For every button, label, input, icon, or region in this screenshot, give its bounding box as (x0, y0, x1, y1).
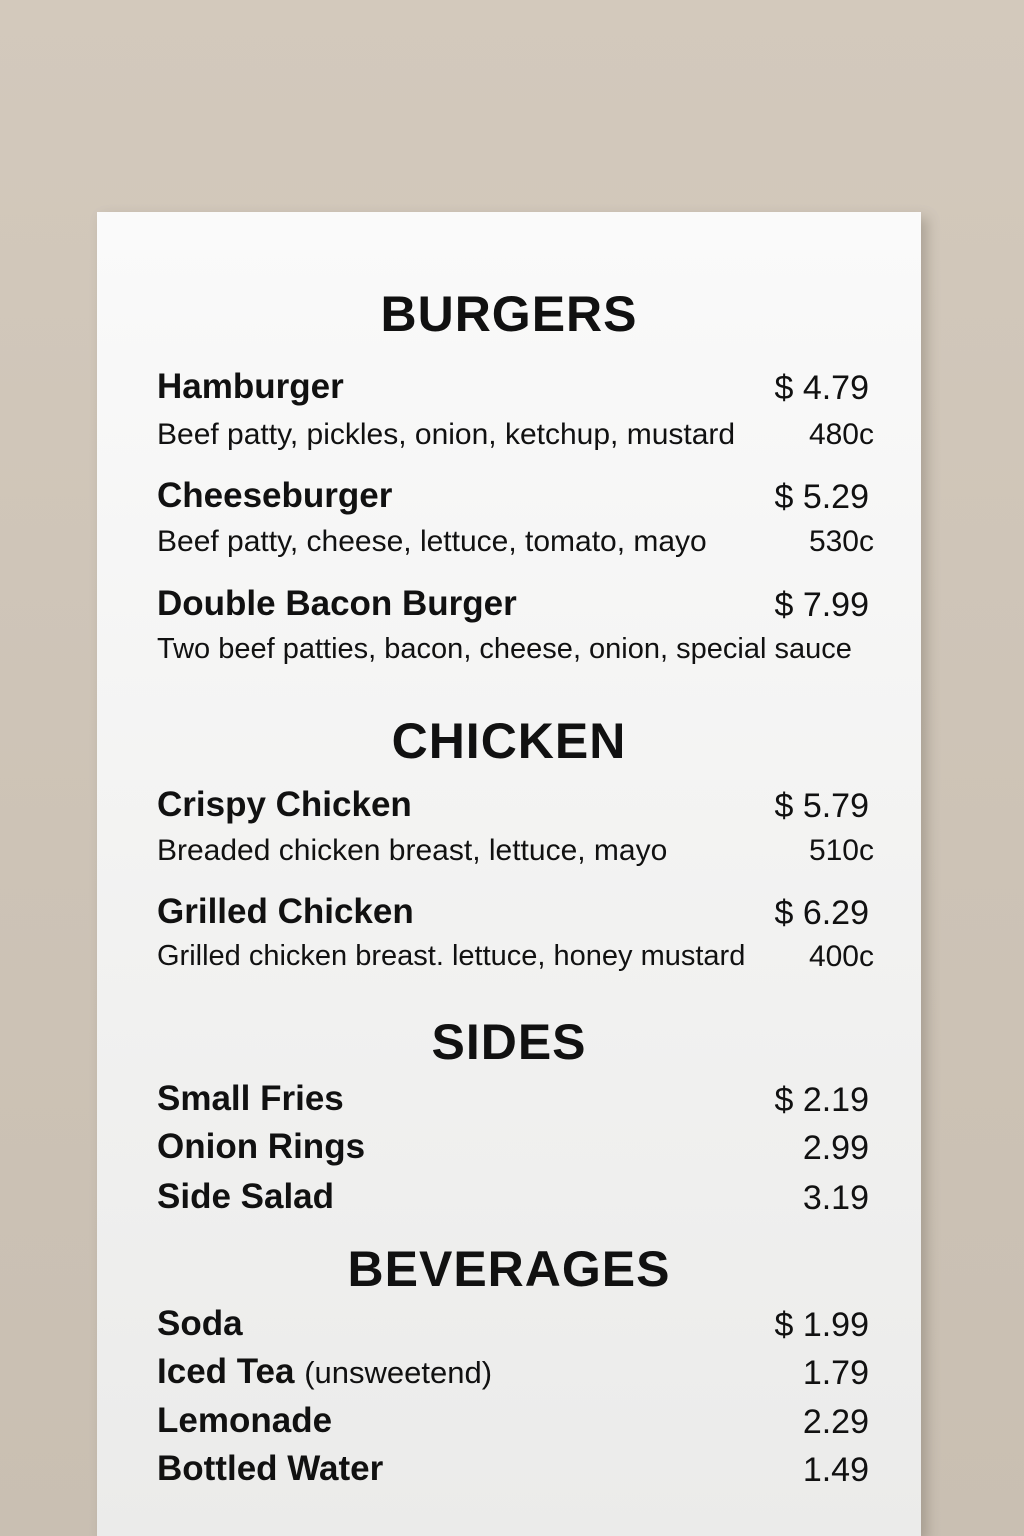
menu-card (97, 212, 921, 1536)
item-price-bottled-water: 1.49 (802, 1451, 869, 1489)
item-name-iced-tea (157, 1352, 492, 1392)
item-name-lemonade: Lemonade (157, 1401, 333, 1440)
item-name-cheeseburger: Cheeseburger (157, 476, 393, 515)
burgers-heading: BURGERS (380, 286, 638, 342)
item-name-soda: Soda (157, 1304, 243, 1343)
item-price-grilled-chicken: $ 6.29 (774, 894, 869, 932)
item-price-soda: $ 1.99 (774, 1306, 869, 1344)
item-desc-crispy-chicken: Breaded chicken breast, lettuce, mayo (157, 834, 668, 867)
iced-tea-label: Iced Tea (157, 1352, 295, 1391)
item-name-onion-rings: Onion Rings (157, 1127, 366, 1166)
item-calories-grilled-chicken: 400c (808, 940, 874, 973)
item-name-double-bacon-burger: Double Bacon Burger (157, 584, 517, 623)
item-calories-cheeseburger: 530c (808, 525, 874, 558)
item-calories-hamburger: 480c (808, 418, 874, 451)
item-price-iced-tea: 1.79 (802, 1354, 869, 1392)
item-calories-crispy-chicken: 510c (808, 834, 874, 867)
beverages-heading: BEVERAGES (347, 1241, 671, 1297)
chicken-heading: CHICKEN (391, 713, 627, 769)
item-name-crispy-chicken: Crispy Chicken (157, 785, 412, 824)
item-name-small-fries: Small Fries (157, 1079, 344, 1118)
item-name-side-salad: Side Salad (157, 1177, 335, 1216)
item-desc-hamburger: Beef patty, pickles, onion, ketchup, mustard (157, 418, 736, 451)
sides-heading: SIDES (431, 1014, 587, 1070)
item-desc-grilled-chicken: Grilled chicken breast. lettuce, honey mustard (157, 940, 746, 972)
item-price-double-bacon-burger: $ 7.99 (774, 586, 869, 624)
item-price-small-fries: $ 2.19 (774, 1081, 869, 1119)
item-price-cheeseburger: $ 5.29 (774, 478, 869, 516)
item-price-hamburger: $ 4.79 (774, 369, 869, 407)
item-desc-cheeseburger: Beef patty, cheese, lettuce, tomato, mayo (157, 525, 707, 558)
item-name-hamburger: Hamburger (157, 367, 344, 406)
item-name-grilled-chicken: Grilled Chicken (157, 892, 414, 931)
item-price-crispy-chicken: $ 5.79 (774, 787, 869, 825)
item-price-onion-rings: 2.99 (802, 1129, 869, 1167)
iced-tea-note: (unsweetend) (304, 1355, 493, 1390)
item-price-side-salad: 3.19 (802, 1179, 869, 1217)
item-price-lemonade: 2.29 (802, 1403, 869, 1441)
item-desc-double-bacon-burger: Two beef patties, bacon, cheese, onion, special sauce (157, 633, 852, 665)
item-name-bottled-water: Bottled Water (157, 1449, 384, 1488)
